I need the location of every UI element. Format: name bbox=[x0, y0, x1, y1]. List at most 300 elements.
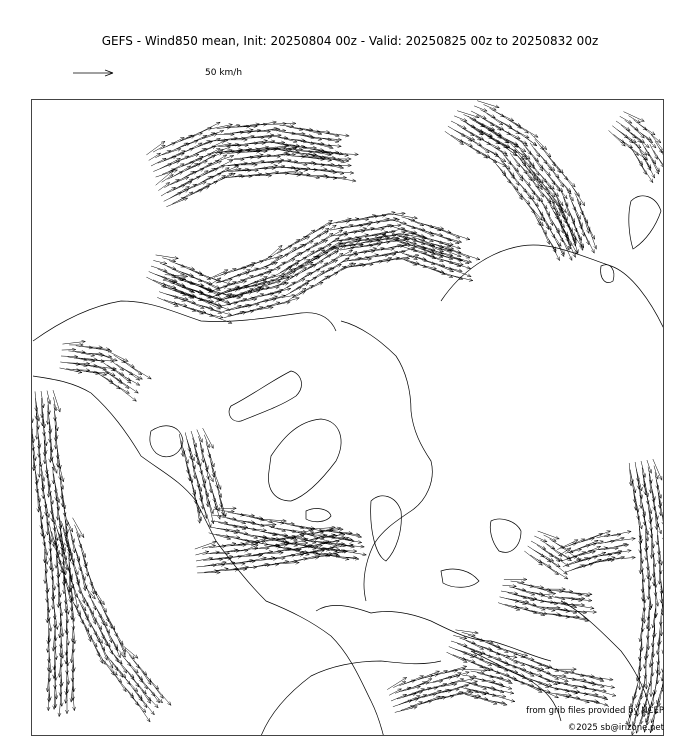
wind-arrow bbox=[107, 365, 124, 375]
wind-arrow bbox=[119, 373, 131, 381]
wind-arrow bbox=[609, 130, 626, 146]
wind-arrow bbox=[395, 248, 414, 253]
iceland bbox=[306, 509, 331, 522]
wind-arrow bbox=[101, 361, 115, 371]
wind-arrow bbox=[496, 684, 512, 690]
wind-arrow bbox=[505, 166, 514, 177]
wind-arrow bbox=[126, 363, 142, 375]
wind-arrow bbox=[254, 256, 272, 264]
wind-arrow bbox=[340, 247, 354, 250]
wind-arrow bbox=[505, 139, 518, 145]
wind-arrow bbox=[43, 549, 46, 563]
wind-arrow bbox=[502, 116, 521, 129]
wind-arrow bbox=[316, 231, 328, 238]
wind-arrow bbox=[525, 156, 534, 167]
wind-arrow bbox=[413, 227, 434, 236]
kamchatka bbox=[601, 265, 614, 283]
wind-arrow bbox=[198, 141, 211, 147]
wind-arrow bbox=[458, 252, 480, 260]
wind-arrow bbox=[395, 215, 418, 220]
wind-arrow bbox=[577, 214, 583, 227]
wind-arrow bbox=[548, 239, 556, 251]
wind-arrow bbox=[293, 291, 305, 298]
wind-arrow bbox=[395, 706, 417, 712]
wind-arrow bbox=[485, 149, 498, 155]
wind-arrow bbox=[494, 689, 514, 694]
wind-arrow bbox=[637, 510, 642, 529]
wind-arrow bbox=[52, 628, 55, 651]
wind-arrow bbox=[462, 675, 476, 678]
wind-arrow bbox=[161, 187, 176, 196]
wind-arrow bbox=[595, 684, 615, 689]
wind-arrow bbox=[524, 584, 544, 588]
wind-arrow bbox=[455, 630, 478, 634]
india-stream bbox=[447, 630, 616, 706]
wind-arrow bbox=[487, 113, 503, 125]
wind-arrow bbox=[497, 678, 511, 682]
wind-arrow bbox=[210, 552, 230, 555]
wind-arrow bbox=[100, 375, 112, 382]
wind-arrow bbox=[77, 577, 81, 594]
wind-arrow bbox=[428, 226, 441, 231]
wind-arrow bbox=[53, 397, 56, 411]
wind-arrow bbox=[393, 220, 407, 224]
wind-arrow bbox=[662, 653, 664, 673]
wind-arrow bbox=[221, 269, 237, 276]
wind-arrow bbox=[526, 671, 542, 676]
wind-arrow bbox=[156, 255, 179, 260]
wind-arrow bbox=[129, 664, 143, 683]
wind-arrow bbox=[635, 128, 653, 142]
wind-arrow bbox=[457, 125, 474, 136]
wind-arrow bbox=[167, 266, 185, 275]
wind-arrow bbox=[612, 531, 632, 536]
wind-arrow bbox=[69, 343, 83, 346]
wind-arrow bbox=[98, 598, 107, 613]
wind-arrow bbox=[490, 122, 501, 130]
wind-arrow bbox=[74, 364, 88, 367]
wind-arrow bbox=[505, 604, 519, 608]
wind-arrow bbox=[32, 406, 34, 423]
wind-arrow bbox=[534, 687, 550, 692]
wind-arrow bbox=[473, 141, 489, 153]
wind-arrow bbox=[240, 566, 257, 569]
wind-arrow bbox=[433, 234, 452, 241]
wind-arrow bbox=[156, 688, 171, 705]
wind-arrow bbox=[208, 448, 215, 467]
wind-arrow bbox=[62, 340, 85, 344]
wind-arrow bbox=[663, 542, 664, 562]
wind-arrow bbox=[225, 562, 245, 565]
wind-arrow bbox=[470, 146, 490, 157]
wind-arrow bbox=[220, 294, 232, 301]
wind-arrow bbox=[255, 563, 269, 567]
wind-arrow bbox=[549, 667, 568, 673]
wind-arrow bbox=[505, 650, 527, 656]
wind-arrow bbox=[75, 570, 80, 583]
wind-arrow bbox=[75, 525, 80, 538]
wind-arrow bbox=[73, 518, 84, 538]
wind-arrow bbox=[516, 589, 535, 596]
wind-arrow bbox=[75, 547, 80, 560]
wind-arrow bbox=[172, 296, 185, 301]
wind-arrow bbox=[177, 304, 196, 311]
wind-arrow bbox=[516, 154, 526, 164]
wind-arrow bbox=[138, 666, 151, 685]
wind-arrow bbox=[342, 257, 362, 262]
wind-arrow bbox=[149, 153, 161, 160]
wind-arrow bbox=[518, 674, 533, 682]
wind-vectors-layer bbox=[32, 101, 664, 736]
wind-arrow bbox=[142, 690, 151, 701]
wind-arrow bbox=[401, 686, 420, 691]
wind-arrow bbox=[119, 640, 126, 652]
wind-arrow bbox=[478, 698, 497, 705]
wind-arrow bbox=[514, 168, 523, 179]
wind-arrow bbox=[531, 207, 544, 226]
wind-arrow bbox=[509, 658, 524, 666]
wind-arrow bbox=[477, 673, 493, 678]
wind-arrow bbox=[420, 679, 432, 686]
reference-arrow-label: 50 km/h bbox=[205, 68, 243, 78]
wind-arrow bbox=[391, 694, 407, 701]
chart-title: GEFS - Wind850 mean, Init: 20250804 00z - Valid: 20250825 00z to 20250832 00z bbox=[101, 34, 599, 48]
wind-arrow bbox=[39, 502, 43, 519]
wind-arrow bbox=[195, 134, 217, 141]
wind-arrow bbox=[324, 144, 341, 147]
wind-arrow bbox=[575, 538, 594, 544]
wind-arrow bbox=[540, 554, 551, 562]
asia-stream bbox=[524, 531, 635, 579]
wind-arrow bbox=[388, 244, 402, 248]
wind-arrow bbox=[115, 666, 123, 678]
wind-arrow bbox=[162, 169, 175, 174]
wind-arrow bbox=[84, 597, 94, 615]
wind-arrow bbox=[451, 668, 465, 671]
wind-arrow bbox=[638, 160, 646, 175]
wind-arrow bbox=[432, 263, 453, 272]
wind-arrow bbox=[187, 439, 195, 461]
wind-arrow bbox=[496, 112, 514, 121]
wind-arrow bbox=[417, 264, 436, 269]
wind-arrow bbox=[523, 188, 531, 199]
wind-arrow bbox=[563, 559, 581, 567]
wind-arrow bbox=[216, 298, 229, 303]
wind-arrow bbox=[458, 693, 481, 698]
wind-arrow bbox=[287, 288, 306, 301]
wind-arrow bbox=[418, 239, 434, 246]
wind-arrow bbox=[464, 669, 487, 672]
wind-arrow bbox=[440, 673, 462, 681]
wind-arrow bbox=[464, 143, 481, 154]
wind-arrow bbox=[657, 521, 662, 534]
wind-arrow bbox=[615, 556, 635, 559]
wind-arrow bbox=[307, 240, 328, 250]
wind-arrow bbox=[476, 679, 496, 683]
wind-arrow bbox=[537, 545, 553, 557]
wind-arrow bbox=[166, 198, 187, 207]
wind-arrow bbox=[199, 464, 206, 483]
wind-arrow bbox=[333, 177, 356, 182]
wind-arrow bbox=[330, 227, 344, 230]
wind-arrow bbox=[132, 367, 152, 379]
wind-arrow bbox=[70, 679, 73, 702]
caspian bbox=[490, 519, 521, 552]
wind-arrow bbox=[47, 391, 51, 405]
wind-arrow bbox=[661, 667, 664, 681]
wind-arrow bbox=[436, 689, 449, 693]
wind-arrow bbox=[552, 180, 560, 192]
wind-arrow bbox=[73, 694, 76, 711]
wind-arrow bbox=[166, 137, 184, 146]
wind-arrow bbox=[562, 592, 582, 596]
black-sea bbox=[441, 569, 479, 587]
wind-arrow bbox=[58, 694, 61, 717]
wind-arrow bbox=[158, 182, 169, 190]
wind-arrow bbox=[521, 127, 538, 137]
wind-arrow bbox=[651, 689, 655, 706]
wind-arrow bbox=[214, 173, 235, 182]
wind-arrow bbox=[522, 663, 544, 670]
wind-arrow bbox=[203, 428, 214, 448]
wind-arrow bbox=[94, 644, 105, 664]
wind-arrow bbox=[247, 528, 267, 531]
wind-arrow bbox=[158, 156, 177, 163]
wind-arrow bbox=[468, 683, 487, 690]
wind-arrow bbox=[213, 468, 221, 489]
wind-arrow bbox=[553, 161, 561, 173]
wind-arrow bbox=[453, 672, 469, 677]
wind-arrow bbox=[408, 219, 424, 226]
europe-stream bbox=[498, 578, 596, 622]
wind-arrow bbox=[532, 190, 540, 202]
wind-arrow bbox=[656, 660, 659, 674]
wind-arrow bbox=[418, 671, 439, 679]
wind-arrow bbox=[409, 691, 423, 695]
wind-arrow bbox=[104, 370, 123, 384]
wind-arrow bbox=[488, 688, 504, 693]
wind-arrow bbox=[622, 134, 633, 143]
wind-arrow bbox=[631, 133, 641, 143]
wind-arrow bbox=[534, 158, 543, 169]
wind-arrow bbox=[581, 533, 603, 541]
wind-arrow bbox=[65, 694, 68, 714]
wind-arrow bbox=[504, 578, 527, 581]
wind-arrow bbox=[521, 596, 534, 601]
wind-arrow bbox=[190, 184, 210, 195]
wind-arrow bbox=[186, 301, 204, 309]
wind-arrow bbox=[51, 454, 55, 471]
wind-arrow bbox=[663, 520, 664, 543]
wind-arrow bbox=[128, 372, 139, 380]
wind-arrow bbox=[523, 169, 531, 180]
wind-arrow bbox=[496, 164, 506, 174]
wind-arrow bbox=[68, 357, 88, 361]
wind-arrow bbox=[415, 687, 431, 693]
wind-arrow bbox=[97, 650, 102, 663]
wind-arrow bbox=[548, 156, 563, 173]
wind-arrow bbox=[541, 201, 550, 216]
wind-arrow bbox=[654, 466, 658, 479]
wind-arrow bbox=[538, 531, 560, 539]
wind-arrow bbox=[405, 676, 423, 684]
wind-arrow bbox=[486, 693, 506, 697]
wind-arrow bbox=[71, 533, 76, 553]
wind-arrow bbox=[83, 553, 88, 566]
wind-arrow bbox=[460, 134, 472, 142]
wind-arrow bbox=[568, 598, 582, 601]
wind-arrow bbox=[59, 559, 63, 573]
japan bbox=[629, 196, 661, 249]
wind-arrow bbox=[387, 677, 406, 689]
wind-arrow bbox=[646, 615, 649, 629]
wind-arrow bbox=[362, 215, 376, 219]
wind-arrow bbox=[85, 560, 89, 577]
wind-arrow bbox=[515, 123, 529, 133]
wind-arrow bbox=[448, 232, 470, 240]
wind-arrow bbox=[574, 605, 594, 609]
wind-arrow bbox=[511, 581, 525, 584]
wind-arrow bbox=[133, 688, 142, 699]
wind-arrow bbox=[493, 645, 508, 653]
wind-arrow bbox=[389, 689, 401, 695]
wind-arrow bbox=[210, 296, 231, 305]
wind-arrow bbox=[317, 260, 338, 270]
wind-arrow bbox=[79, 600, 88, 621]
wind-arrow bbox=[465, 660, 483, 668]
wind-arrow bbox=[537, 588, 551, 592]
wind-arrow bbox=[151, 266, 167, 272]
wind-arrow bbox=[299, 257, 320, 267]
wind-arrow bbox=[605, 537, 624, 542]
wind-arrow bbox=[151, 682, 163, 698]
wind-arrow bbox=[175, 143, 187, 149]
wind-arrow bbox=[643, 673, 646, 687]
wind-arrow bbox=[176, 263, 195, 270]
wind-arrow bbox=[443, 254, 462, 261]
wind-arrow bbox=[599, 547, 619, 550]
wind-arrow bbox=[409, 238, 425, 244]
wind-arrow bbox=[291, 557, 308, 561]
wind-arrow bbox=[164, 179, 179, 187]
wind-arrow bbox=[534, 536, 547, 542]
africa-stream bbox=[387, 666, 515, 713]
wind-arrow bbox=[555, 597, 575, 601]
wind-arrow bbox=[470, 132, 481, 140]
wind-arrow bbox=[196, 186, 209, 191]
wind-arrow bbox=[614, 549, 631, 553]
wind-arrow bbox=[151, 692, 159, 703]
wind-arrow bbox=[129, 683, 143, 702]
wind-arrow bbox=[450, 256, 472, 263]
wind-arrow bbox=[579, 220, 584, 236]
wind-arrow bbox=[505, 175, 518, 190]
wind-arrow bbox=[182, 140, 198, 146]
wind-arrow bbox=[378, 224, 392, 228]
wind-arrow bbox=[160, 263, 176, 269]
alaska-stream bbox=[60, 340, 152, 401]
wind-arrow bbox=[653, 682, 657, 696]
wind-arrow bbox=[265, 245, 282, 260]
data-source-credit: from grib files provided by NCEP bbox=[526, 706, 664, 716]
wind-arrow bbox=[642, 502, 646, 516]
wind-arrow bbox=[651, 487, 655, 501]
wind-arrow bbox=[441, 230, 459, 238]
wind-arrow bbox=[638, 693, 642, 707]
wind-arrow bbox=[195, 551, 209, 555]
wind-arrow bbox=[658, 684, 663, 707]
wind-arrow bbox=[659, 147, 664, 161]
wind-arrow bbox=[256, 518, 272, 523]
wind-arrow bbox=[473, 690, 486, 695]
wind-arrow bbox=[196, 272, 211, 280]
wind-arrow bbox=[151, 158, 166, 166]
wind-arrow bbox=[643, 128, 660, 143]
wind-arrow bbox=[571, 565, 584, 570]
wind-arrow bbox=[102, 633, 107, 646]
wind-arrow bbox=[647, 460, 652, 473]
wind-arrow bbox=[153, 260, 167, 264]
wind-arrow bbox=[533, 605, 555, 611]
wind-arrow bbox=[49, 488, 53, 505]
wind-arrow bbox=[558, 552, 570, 559]
wind-arrow bbox=[440, 236, 462, 243]
wind-arrow bbox=[385, 228, 404, 233]
wind-arrow bbox=[530, 555, 542, 563]
wind-arrow bbox=[287, 173, 301, 176]
wind-arrow bbox=[235, 514, 255, 517]
wind-arrow bbox=[200, 443, 204, 463]
wind-arrow bbox=[499, 121, 512, 127]
wind-arrow bbox=[157, 297, 178, 306]
wind-arrow bbox=[654, 674, 658, 694]
wind-arrow bbox=[501, 591, 518, 595]
wind-arrow bbox=[79, 539, 86, 558]
wind-arrow bbox=[133, 697, 146, 712]
wind-arrow bbox=[193, 148, 205, 154]
wind-arrow bbox=[549, 553, 560, 562]
wind-arrow bbox=[542, 563, 558, 575]
wind-arrow bbox=[651, 659, 654, 676]
wind-arrow bbox=[454, 116, 467, 121]
wind-arrow bbox=[346, 533, 360, 536]
wind-arrow bbox=[118, 387, 136, 401]
wind-arrow bbox=[191, 431, 197, 447]
wind-arrow bbox=[514, 186, 523, 197]
wind-arrow bbox=[663, 154, 664, 172]
wind-arrow bbox=[116, 634, 125, 655]
wind-arrow bbox=[500, 597, 519, 602]
wind-arrow bbox=[185, 281, 204, 286]
wind-arrow bbox=[189, 269, 202, 274]
eurasia-arctic-coast bbox=[341, 321, 432, 601]
wind-arrow bbox=[411, 695, 427, 701]
wind-arrow bbox=[566, 678, 586, 681]
wind-arrow bbox=[438, 242, 451, 247]
wind-arrow bbox=[249, 267, 268, 272]
wind-arrow bbox=[571, 216, 577, 232]
wind-arrow bbox=[467, 123, 483, 135]
wind-arrow bbox=[476, 150, 487, 158]
wind-arrow bbox=[193, 277, 212, 284]
wind-arrow bbox=[143, 671, 152, 682]
wind-arrow bbox=[543, 159, 551, 170]
wind-arrow bbox=[35, 469, 39, 483]
wind-arrow bbox=[447, 652, 468, 662]
wind-arrow bbox=[395, 687, 411, 693]
wind-arrow bbox=[258, 271, 272, 275]
wind-arrow bbox=[640, 132, 652, 140]
